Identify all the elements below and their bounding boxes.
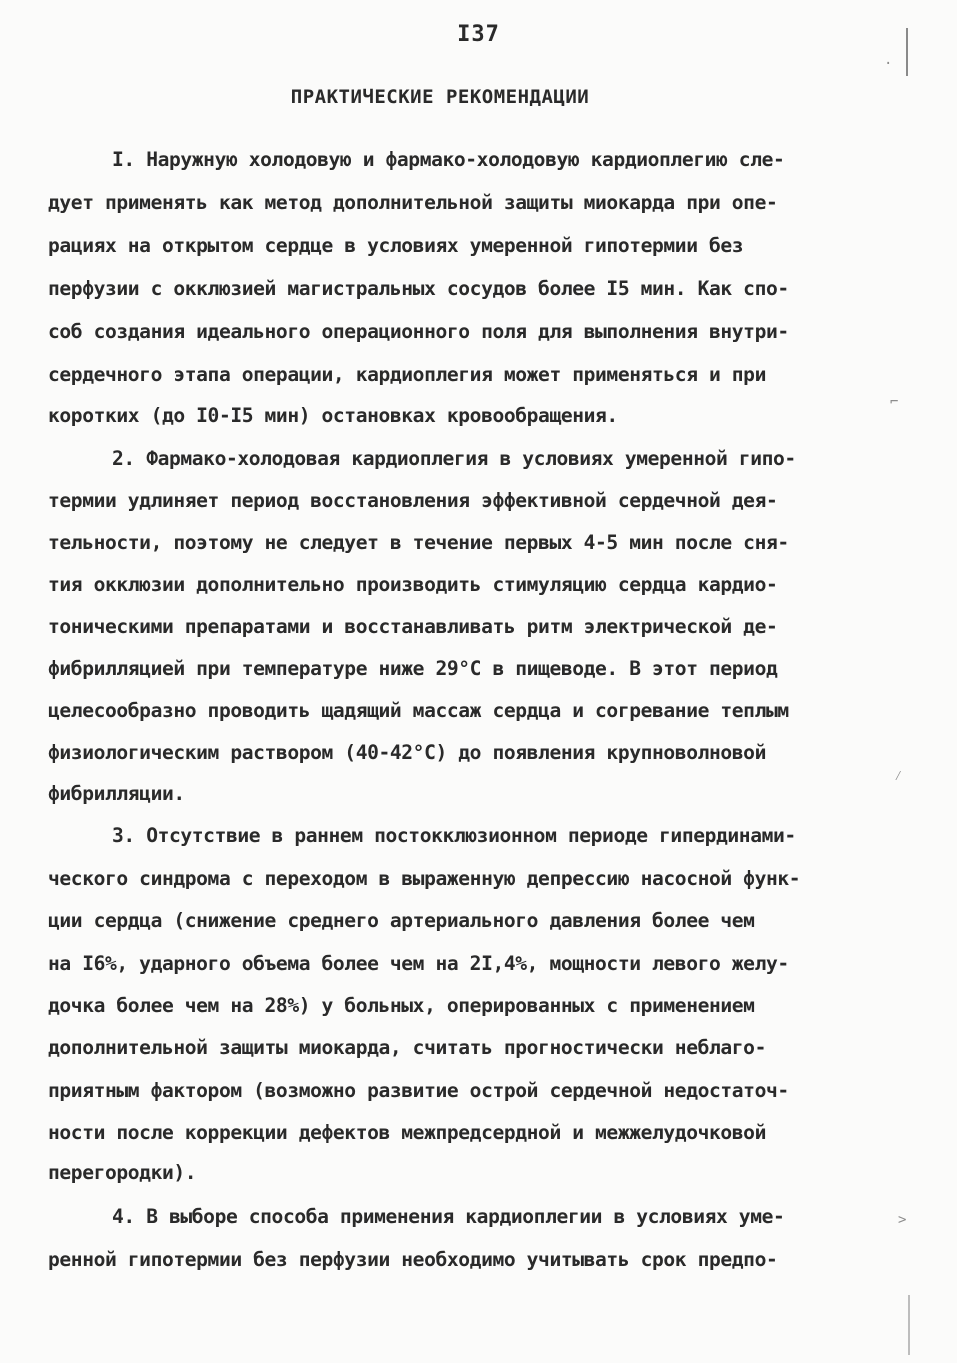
- text-line: ренной гипотермии без перфузии необходимо учитывать срок предпо-: [48, 1248, 778, 1271]
- text-line: 4. В выборе способа применения кардиоплегии в условиях уме-: [112, 1205, 785, 1228]
- page-number: I37: [457, 22, 500, 47]
- scan-mark-icon: ·: [884, 56, 893, 72]
- text-line: 3. Отсутствие в раннем постокклюзионном периоде гипердинами-: [112, 824, 796, 847]
- text-line: перфузии с окклюзией магистральных сосудов более I5 мин. Как спо-: [48, 277, 789, 300]
- text-line: фибрилляцией при температуре ниже 29°С в пищеводе. В этот период: [48, 657, 778, 680]
- scan-mark-icon: ⁄: [894, 768, 903, 784]
- text-line: перегородки).: [48, 1161, 197, 1184]
- text-line: на I6%, ударного объема более чем на 2I,4%, мощности левого желу-: [48, 952, 789, 975]
- scan-mark-icon: ⌐: [890, 394, 899, 410]
- text-line: дополнительной защиты миокарда, считать прогностически неблаго-: [48, 1036, 766, 1059]
- text-line: целесообразно проводить щадящий массаж сердца и согревание теплым: [48, 699, 789, 722]
- text-line: приятным фактором (возможно развитие острой сердечной недостаточ-: [48, 1079, 789, 1102]
- text-line: I. Наружную холодовую и фармако-холодовую кардиоплегию сле-: [112, 148, 785, 171]
- text-line: физиологическим раствором (40-42°С) до появления крупноволновой: [48, 741, 766, 764]
- text-line: термии удлиняет период восстановления эффективной сердечной дея-: [48, 489, 778, 512]
- text-line: соб создания идеального операционного поля для выполнения внутри-: [48, 320, 789, 343]
- text-line: дует применять как метод дополнительной защиты миокарда при опе-: [48, 191, 778, 214]
- text-line: коротких (до I0-I5 мин) остановках кровообращения.: [48, 404, 618, 427]
- text-line: тоническими препаратами и восстанавливать ритм электрической де-: [48, 615, 778, 638]
- text-line: фибрилляции.: [48, 782, 185, 805]
- text-line: 2. Фармако-холодовая кардиоплегия в условиях умеренной гипо-: [112, 447, 796, 470]
- text-line: ческого синдрома с переходом в выраженную депрессию насосной функ-: [48, 867, 801, 890]
- text-line: сердечного этапа операции, кардиоплегия может применяться и при: [48, 363, 766, 386]
- text-line: тельности, поэтому не следует в течение первых 4-5 мин после сня-: [48, 531, 789, 554]
- scan-edge-line: [908, 1295, 910, 1355]
- scan-mark-icon: >: [898, 1212, 907, 1228]
- text-line: тия окклюзии дополнительно производить стимуляцию сердца кардио-: [48, 573, 778, 596]
- text-line: ности после коррекции дефектов межпредсердной и межжелудочковой: [48, 1121, 766, 1144]
- text-line: рациях на открытом сердце в условиях умеренной гипотермии без: [48, 234, 744, 257]
- text-line: дочка более чем на 28%) у больных, оперированных с применением: [48, 994, 755, 1017]
- section-heading: ПРАКТИЧЕСКИЕ РЕКОМЕНДАЦИИ: [290, 86, 590, 108]
- text-line: ции сердца (снижение среднего артериального давления более чем: [48, 909, 755, 932]
